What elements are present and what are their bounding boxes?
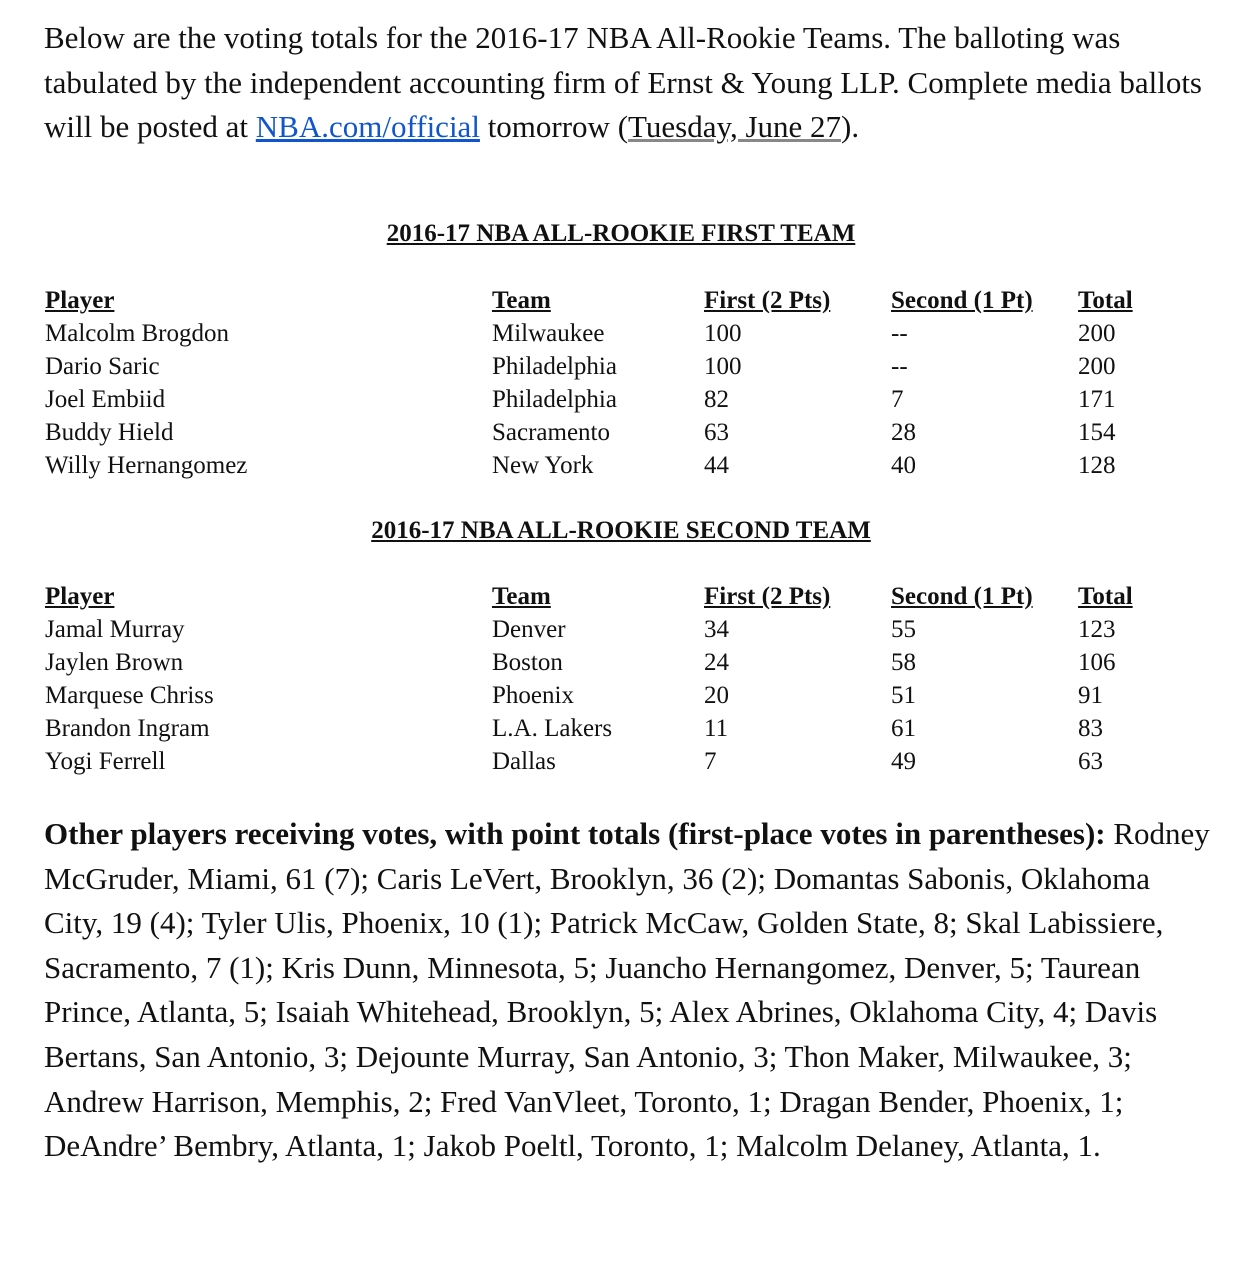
second-votes: 40: [891, 452, 916, 479]
player-name: Jaylen Brown: [45, 649, 184, 676]
first-votes: 100: [704, 353, 742, 380]
first-votes: 20: [704, 682, 729, 709]
table-row: [0, 350, 1242, 383]
player-name: Marquese Chriss: [45, 682, 214, 709]
player-name: Brandon Ingram: [45, 715, 210, 742]
nba-official-link[interactable]: NBA.com/official: [255, 109, 480, 144]
intro-text-end: ).: [841, 109, 860, 144]
intro-paragraph: [44, 16, 1204, 150]
col-header-player: Player: [45, 287, 115, 314]
first-team-header-row: [0, 284, 1242, 317]
first-team-table: [0, 284, 1242, 482]
first-team-title: 2016-17 NBA ALL-ROOKIE FIRST TEAM: [386, 220, 856, 247]
player-name: Malcolm Brogdon: [45, 320, 230, 347]
other-players-paragraph: [44, 812, 1214, 1169]
col-header-second: Second (1 Pt): [891, 583, 1033, 610]
table-row: [0, 712, 1242, 745]
player-name: Jamal Murray: [45, 616, 185, 643]
player-name: Buddy Hield: [45, 419, 174, 446]
table-row: [0, 383, 1242, 416]
total-points: 171: [1078, 386, 1116, 413]
team-name: L.A. Lakers: [492, 715, 613, 742]
col-header-second: Second (1 Pt): [891, 287, 1033, 314]
intro-text: Below are the voting totals for the 2016-17 NBA All-Rookie Teams. The balloting was tabulated by the independent accounting firm of Ernst & Young LLP. Complete media ballots will be posted at: [44, 20, 1202, 144]
total-points: 63: [1078, 748, 1103, 775]
col-header-player: Player: [45, 583, 115, 610]
total-points: 154: [1078, 419, 1116, 446]
total-points: 128: [1078, 452, 1116, 479]
table-row: [0, 416, 1242, 449]
other-players-text: Rodney McGruder, Miami, 61 (7); Caris LeVert, Brooklyn, 36 (2); Domantas Sabonis, Oklahoma City, 19 (4); Tyler Ulis, Phoenix, 10 (1); Patrick McCaw, Golden State, 8; Skal Labissiere, Sacramento, 7 (1); Kris Dunn, Minnesota, 5; Juancho Hernangomez, Denver, 5; Taurean Prince, Atlanta, 5; Isaiah Whitehead, Brooklyn, 5; Alex Abrines, Oklahoma City, 4; Davis Bertans, San Antonio, 3; Dejounte Murray, San Antonio, 3; Thon Maker, Milwaukee, 3; Andrew Harrison, Memphis, 2; Fred VanVleet, Toronto, 1; Dragan Bender, Phoenix, 1; DeAndre’ Bembry, Atlanta, 1; Jakob Poeltl, Toronto, 1; Malcolm Delaney, Atlanta, 1.: [44, 816, 1210, 1164]
second-votes: --: [891, 320, 908, 347]
total-points: 106: [1078, 649, 1116, 676]
team-name: Philadelphia: [492, 386, 617, 413]
first-votes: 100: [704, 320, 742, 347]
table-row: [0, 317, 1242, 350]
col-header-first: First (2 Pts): [704, 287, 831, 314]
second-votes: 51: [891, 682, 916, 709]
first-votes: 63: [704, 419, 729, 446]
team-name: Denver: [492, 616, 566, 643]
first-votes: 11: [704, 715, 729, 742]
first-votes: 24: [704, 649, 729, 676]
col-header-team: Team: [492, 287, 551, 314]
team-name: Dallas: [492, 748, 556, 775]
date-link[interactable]: Tuesday, June 27: [628, 109, 842, 144]
col-header-first: First (2 Pts): [704, 583, 831, 610]
table-row: [0, 679, 1242, 712]
first-votes: 34: [704, 616, 729, 643]
other-players-heading: Other players receiving votes, with point totals (first-place votes in parentheses):: [44, 816, 1106, 851]
second-votes: 61: [891, 715, 916, 742]
player-name: Willy Hernangomez: [45, 452, 248, 479]
col-header-total: Total: [1078, 583, 1133, 610]
team-name: Boston: [492, 649, 563, 676]
second-votes: --: [891, 353, 908, 380]
total-points: 200: [1078, 353, 1116, 380]
total-points: 123: [1078, 616, 1116, 643]
second-team-table: [0, 580, 1242, 778]
player-name: Yogi Ferrell: [45, 748, 166, 775]
team-name: Sacramento: [492, 419, 611, 446]
intro-text-after-link: tomorrow (: [479, 109, 629, 144]
player-name: Joel Embiid: [45, 386, 166, 413]
player-name: Dario Saric: [45, 353, 160, 380]
total-points: 83: [1078, 715, 1103, 742]
table-row: [0, 646, 1242, 679]
first-votes: 44: [704, 452, 729, 479]
second-votes: 55: [891, 616, 916, 643]
total-points: 200: [1078, 320, 1116, 347]
col-header-team: Team: [492, 583, 551, 610]
team-name: Philadelphia: [492, 353, 617, 380]
second-votes: 28: [891, 419, 916, 446]
team-name: Milwaukee: [492, 320, 605, 347]
second-votes: 49: [891, 748, 916, 775]
first-votes: 82: [704, 386, 729, 413]
first-votes: 7: [704, 748, 717, 775]
team-name: Phoenix: [492, 682, 574, 709]
col-header-total: Total: [1078, 287, 1133, 314]
second-votes: 58: [891, 649, 916, 676]
table-row: [0, 745, 1242, 778]
table-row: [0, 449, 1242, 482]
second-team-header-row: [0, 580, 1242, 613]
second-team-title: 2016-17 NBA ALL-ROOKIE SECOND TEAM: [371, 517, 871, 544]
total-points: 91: [1078, 682, 1103, 709]
second-votes: 7: [891, 386, 904, 413]
table-row: [0, 613, 1242, 646]
team-name: New York: [492, 452, 594, 479]
